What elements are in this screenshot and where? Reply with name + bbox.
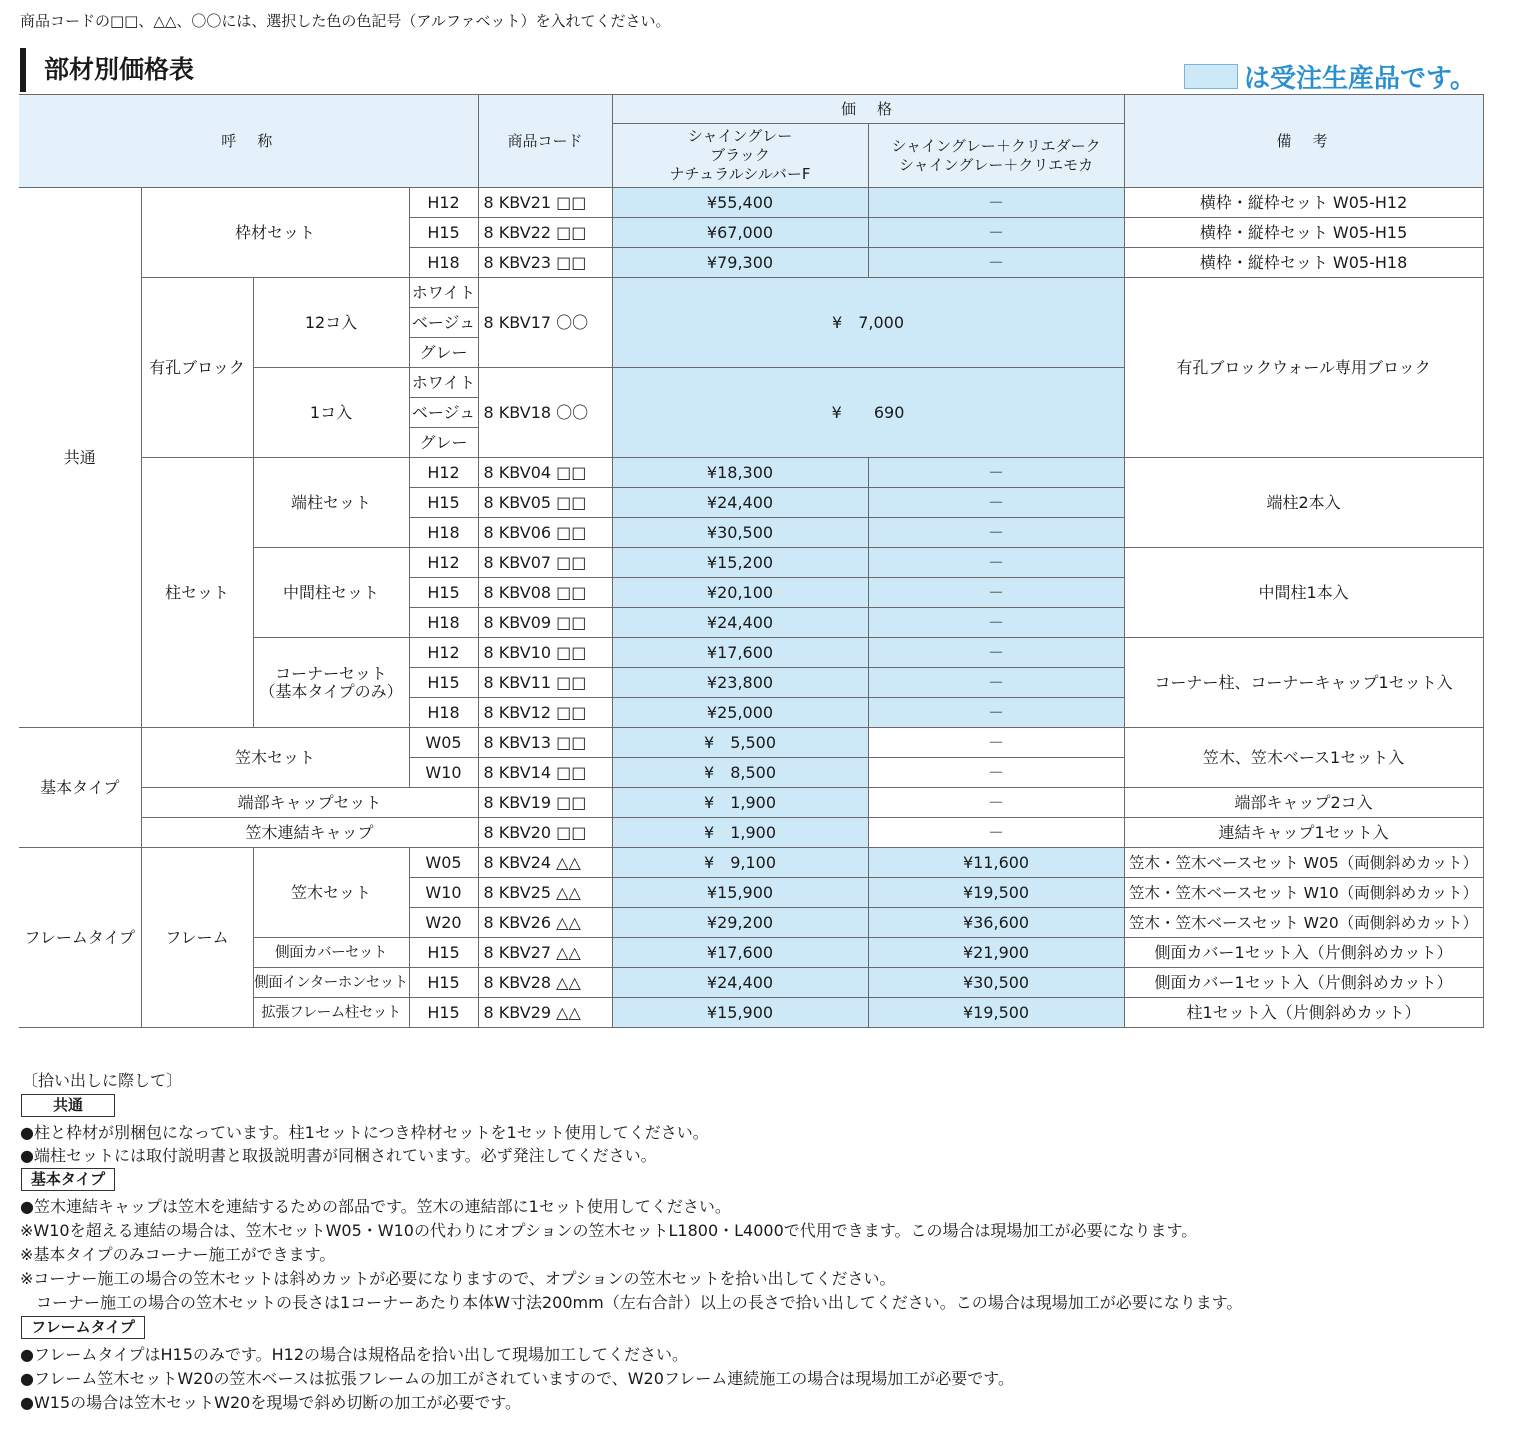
size-cell: W05 — [409, 848, 478, 878]
price-cell: ¥15,900 — [612, 998, 868, 1028]
price-cell: ¥ 7,000 — [612, 278, 1124, 368]
group-common: 共通 — [19, 188, 141, 728]
code-cell: 8 KBV08 □□ — [478, 578, 612, 608]
remarks-cell: 笠木・笠木ベースセット W05（両側斜めカット） — [1124, 848, 1483, 878]
price2-cell: － — [868, 758, 1124, 788]
price-cell: ¥29,200 — [612, 908, 868, 938]
cat-frame: フレーム — [141, 848, 253, 1028]
price2-cell: － — [868, 218, 1124, 248]
remarks-cell: 側面カバー1セット入（片側斜めカット） — [1124, 938, 1483, 968]
price2-cell: － — [868, 188, 1124, 218]
price2-cell: － — [868, 248, 1124, 278]
size-cell: H12 — [409, 548, 478, 578]
size-cell: W20 — [409, 908, 478, 938]
remarks-cell: 側面カバー1セット入（片側斜めカット） — [1124, 968, 1483, 998]
header-color-2-line2: シャイングレー＋クリエモカ — [898, 155, 1094, 174]
sub-corner-set — [253, 638, 409, 728]
price-cell: ¥17,600 — [612, 938, 868, 968]
price-cell: ¥24,400 — [612, 968, 868, 998]
price2-cell: － — [868, 518, 1124, 548]
sub-block-1: 1コ入 — [253, 368, 409, 458]
code-cell: 8 KBV10 □□ — [478, 638, 612, 668]
header-code: 商品コード — [478, 95, 612, 188]
price-cell: ¥23,800 — [612, 668, 868, 698]
color-cell: ホワイト — [409, 278, 478, 308]
note-line: ●フレーム笠木セットW20の笠木ベースは拡張フレームの加工がされていますので、W20フレーム連続施工の場合は現場加工が必要です。 — [20, 1369, 1015, 1388]
price-cell: ¥ 9,100 — [612, 848, 868, 878]
section-box-basic: 基本タイプ — [21, 1168, 115, 1191]
table-row — [19, 188, 1483, 218]
table-row — [19, 278, 1483, 308]
size-cell: H18 — [409, 518, 478, 548]
color-cell: ベージュ — [409, 308, 478, 338]
code-cell: 8 KBV23 □□ — [478, 248, 612, 278]
code-cell: 8 KBV19 □□ — [478, 788, 612, 818]
sub-corner-line2: （基本タイプのみ） — [259, 681, 403, 701]
code-cell: 8 KBV14 □□ — [478, 758, 612, 788]
price-cell: ¥ 1,900 — [612, 818, 868, 848]
size-cell: H15 — [409, 668, 478, 698]
header-color-1-line3: ナチュラルシルバーF — [669, 165, 811, 183]
sub-ext-post: 拡張フレーム柱セット — [253, 998, 409, 1028]
size-cell: H18 — [409, 608, 478, 638]
price2-cell: － — [868, 668, 1124, 698]
remarks-cell: 横枠・縦枠セット W05-H18 — [1124, 248, 1483, 278]
header-remarks: 備 考 — [1124, 95, 1483, 188]
note-line: ●W15の場合は笠木セットW20を現場で斜め切断の加工が必要です。 — [20, 1393, 522, 1412]
note-line: ※W10を超える連結の場合は、笠木セットW05・W10の代わりにオプションの笠木セットL1800・L4000で代用できます。この場合は現場加工が必要になります。 — [20, 1221, 1198, 1240]
header-color-2-line1: シャイングレー＋クリエダーク — [891, 136, 1101, 155]
remarks-cell: 笠木・笠木ベースセット W10（両側斜めカット） — [1124, 878, 1483, 908]
remarks-cell: 端部キャップ2コ入 — [1124, 788, 1483, 818]
remarks-cell: 端柱2本入 — [1124, 458, 1483, 548]
remarks-cell: 柱1セット入（片側斜めカット） — [1124, 998, 1483, 1028]
size-cell: H12 — [409, 458, 478, 488]
made-to-order-swatch — [1184, 64, 1238, 89]
code-cell: 8 KBV24 △△ — [478, 848, 612, 878]
price2-cell: ¥36,600 — [868, 908, 1124, 938]
note-line: コーナー施工の場合の笠木セットの長さは1コーナーあたり本体W寸法200mm（左右合計）以上の長さで拾い出してください。この場合は現場加工が必要になります。 — [20, 1293, 1243, 1312]
price-cell: ¥25,000 — [612, 698, 868, 728]
price2-cell: ¥30,500 — [868, 968, 1124, 998]
price-cell: ¥15,200 — [612, 548, 868, 578]
color-cell: ベージュ — [409, 398, 478, 428]
remarks-cell: 笠木、笠木ベース1セット入 — [1124, 728, 1483, 788]
table-row — [19, 458, 1483, 488]
size-cell: W10 — [409, 878, 478, 908]
code-cell: 8 KBV09 □□ — [478, 608, 612, 638]
header-color-group-1 — [612, 124, 868, 188]
price2-cell: － — [868, 488, 1124, 518]
price-cell: ¥55,400 — [612, 188, 868, 218]
price-cell: ¥24,400 — [612, 608, 868, 638]
code-cell: 8 KBV20 □□ — [478, 818, 612, 848]
size-cell: H15 — [409, 578, 478, 608]
size-cell: H12 — [409, 638, 478, 668]
table-row — [19, 818, 1483, 848]
code-cell: 8 KBV26 △△ — [478, 908, 612, 938]
code-cell: 8 KBV04 □□ — [478, 458, 612, 488]
price2-cell: ¥19,500 — [868, 998, 1124, 1028]
header-price: 価 格 — [612, 95, 1124, 124]
header-color-1-line2: ブラック — [710, 146, 770, 164]
section-box-common: 共通 — [21, 1094, 115, 1117]
price2-cell: ¥11,600 — [868, 848, 1124, 878]
color-cell: ホワイト — [409, 368, 478, 398]
header-color-1-line1: シャイングレー — [687, 127, 793, 145]
price-cell: ¥ 690 — [612, 368, 1124, 458]
remarks-cell: 横枠・縦枠セット W05-H15 — [1124, 218, 1483, 248]
code-cell: 8 KBV07 □□ — [478, 548, 612, 578]
table-row — [19, 848, 1483, 878]
sub-side-intercom: 側面インターホンセット — [253, 968, 409, 998]
price-cell: ¥79,300 — [612, 248, 868, 278]
note-line: ※基本タイプのみコーナー施工ができます。 — [20, 1245, 336, 1264]
sub-frame-kasagi: 笠木セット — [253, 848, 409, 938]
code-cell: 8 KBV21 □□ — [478, 188, 612, 218]
size-cell: H15 — [409, 998, 478, 1028]
note-line: ●端柱セットには取付説明書と取扱説明書が同梱されています。必ず発注してください。 — [20, 1146, 657, 1165]
price-cell: ¥24,400 — [612, 488, 868, 518]
size-cell: H15 — [409, 938, 478, 968]
group-basic: 基本タイプ — [19, 728, 141, 848]
sub-mid-post: 中間柱セット — [253, 548, 409, 638]
price2-cell: － — [868, 698, 1124, 728]
price-cell: ¥ 1,900 — [612, 788, 868, 818]
page-title: 部材別価格表 — [44, 55, 195, 84]
price-cell: ¥18,300 — [612, 458, 868, 488]
size-cell: W05 — [409, 728, 478, 758]
header-name: 呼 称 — [19, 95, 478, 188]
color-cell: グレー — [409, 428, 478, 458]
code-cell: 8 KBV06 □□ — [478, 518, 612, 548]
price2-cell: － — [868, 458, 1124, 488]
price-cell: ¥67,000 — [612, 218, 868, 248]
product-code-note: 商品コードの□□、△△、〇〇には、選択した色の色記号（アルファベット）を入れてください。 — [20, 12, 671, 30]
note-line: ●笠木連結キャップは笠木を連結するための部品です。笠木の連結部に1セット使用してください。 — [20, 1197, 731, 1216]
group-frame-type: フレームタイプ — [19, 848, 141, 1028]
remarks-cell: 連結キャップ1セット入 — [1124, 818, 1483, 848]
code-cell: 8 KBV28 △△ — [478, 968, 612, 998]
sub-corner-line1: コーナーセット — [275, 663, 387, 683]
price-cell: ¥ 8,500 — [612, 758, 868, 788]
price-table — [19, 94, 1484, 1028]
cat-kasagi-set: 笠木セット — [141, 728, 409, 788]
section-box-frame: フレームタイプ — [21, 1316, 145, 1339]
code-cell: 8 KBV25 △△ — [478, 878, 612, 908]
price-cell: ¥20,100 — [612, 578, 868, 608]
cat-block: 有孔ブロック — [141, 278, 253, 458]
price2-cell: － — [868, 578, 1124, 608]
code-cell: 8 KBV11 □□ — [478, 668, 612, 698]
price2-cell: － — [868, 788, 1124, 818]
cat-end-cap: 端部キャップセット — [141, 788, 478, 818]
price2-cell: ¥19,500 — [868, 878, 1124, 908]
title-accent-bar — [20, 48, 26, 92]
price2-cell: － — [868, 728, 1124, 758]
code-cell: 8 KBV29 △△ — [478, 998, 612, 1028]
price-cell: ¥30,500 — [612, 518, 868, 548]
price2-cell: － — [868, 548, 1124, 578]
cat-kasagi-joint: 笠木連結キャップ — [141, 818, 478, 848]
sub-end-post: 端柱セット — [253, 458, 409, 548]
price2-cell: ¥21,900 — [868, 938, 1124, 968]
remarks-cell: 横枠・縦枠セット W05-H12 — [1124, 188, 1483, 218]
remarks-cell: 有孔ブロックウォール専用ブロック — [1124, 278, 1483, 458]
note-line: ●柱と枠材が別梱包になっています。柱1セットにつき枠材セットを1セット使用してください。 — [20, 1123, 709, 1142]
made-to-order-legend: は受注生産品です。 — [1244, 64, 1476, 94]
code-cell: 8 KBV27 △△ — [478, 938, 612, 968]
remarks-cell: コーナー柱、コーナーキャップ1セット入 — [1124, 638, 1483, 728]
price2-cell: － — [868, 608, 1124, 638]
remarks-cell: 笠木・笠木ベースセット W20（両側斜めカット） — [1124, 908, 1483, 938]
price2-cell: － — [868, 638, 1124, 668]
pickup-notes-title: 〔拾い出しに際して〕 — [22, 1071, 183, 1090]
table-row — [19, 728, 1483, 758]
size-cell: H15 — [409, 488, 478, 518]
size-cell: H15 — [409, 968, 478, 998]
size-cell: W10 — [409, 758, 478, 788]
code-cell: 8 KBV17 〇〇 — [478, 278, 612, 368]
note-line: ※コーナー施工の場合の笠木セットは斜めカットが必要になりますので、オプションの笠木セットを拾い出してください。 — [20, 1269, 896, 1288]
price2-cell: － — [868, 818, 1124, 848]
size-cell: H18 — [409, 248, 478, 278]
code-cell: 8 KBV22 □□ — [478, 218, 612, 248]
color-cell: グレー — [409, 338, 478, 368]
size-cell: H18 — [409, 698, 478, 728]
remarks-cell: 中間柱1本入 — [1124, 548, 1483, 638]
code-cell: 8 KBV05 □□ — [478, 488, 612, 518]
sub-side-cover: 側面カバーセット — [253, 938, 409, 968]
code-cell: 8 KBV12 □□ — [478, 698, 612, 728]
table-row — [19, 788, 1483, 818]
size-cell: H15 — [409, 218, 478, 248]
code-cell: 8 KBV13 □□ — [478, 728, 612, 758]
size-cell: H12 — [409, 188, 478, 218]
cat-post-set: 柱セット — [141, 458, 253, 728]
price-cell: ¥ 5,500 — [612, 728, 868, 758]
price-cell: ¥17,600 — [612, 638, 868, 668]
cat-frame-set: 枠材セット — [141, 188, 409, 278]
price-cell: ¥15,900 — [612, 878, 868, 908]
code-cell: 8 KBV18 〇〇 — [478, 368, 612, 458]
sub-block-12: 12コ入 — [253, 278, 409, 368]
header-color-group-2 — [868, 124, 1124, 188]
note-line: ●フレームタイプはH15のみです。H12の場合は規格品を拾い出して現場加工してください。 — [20, 1345, 689, 1364]
